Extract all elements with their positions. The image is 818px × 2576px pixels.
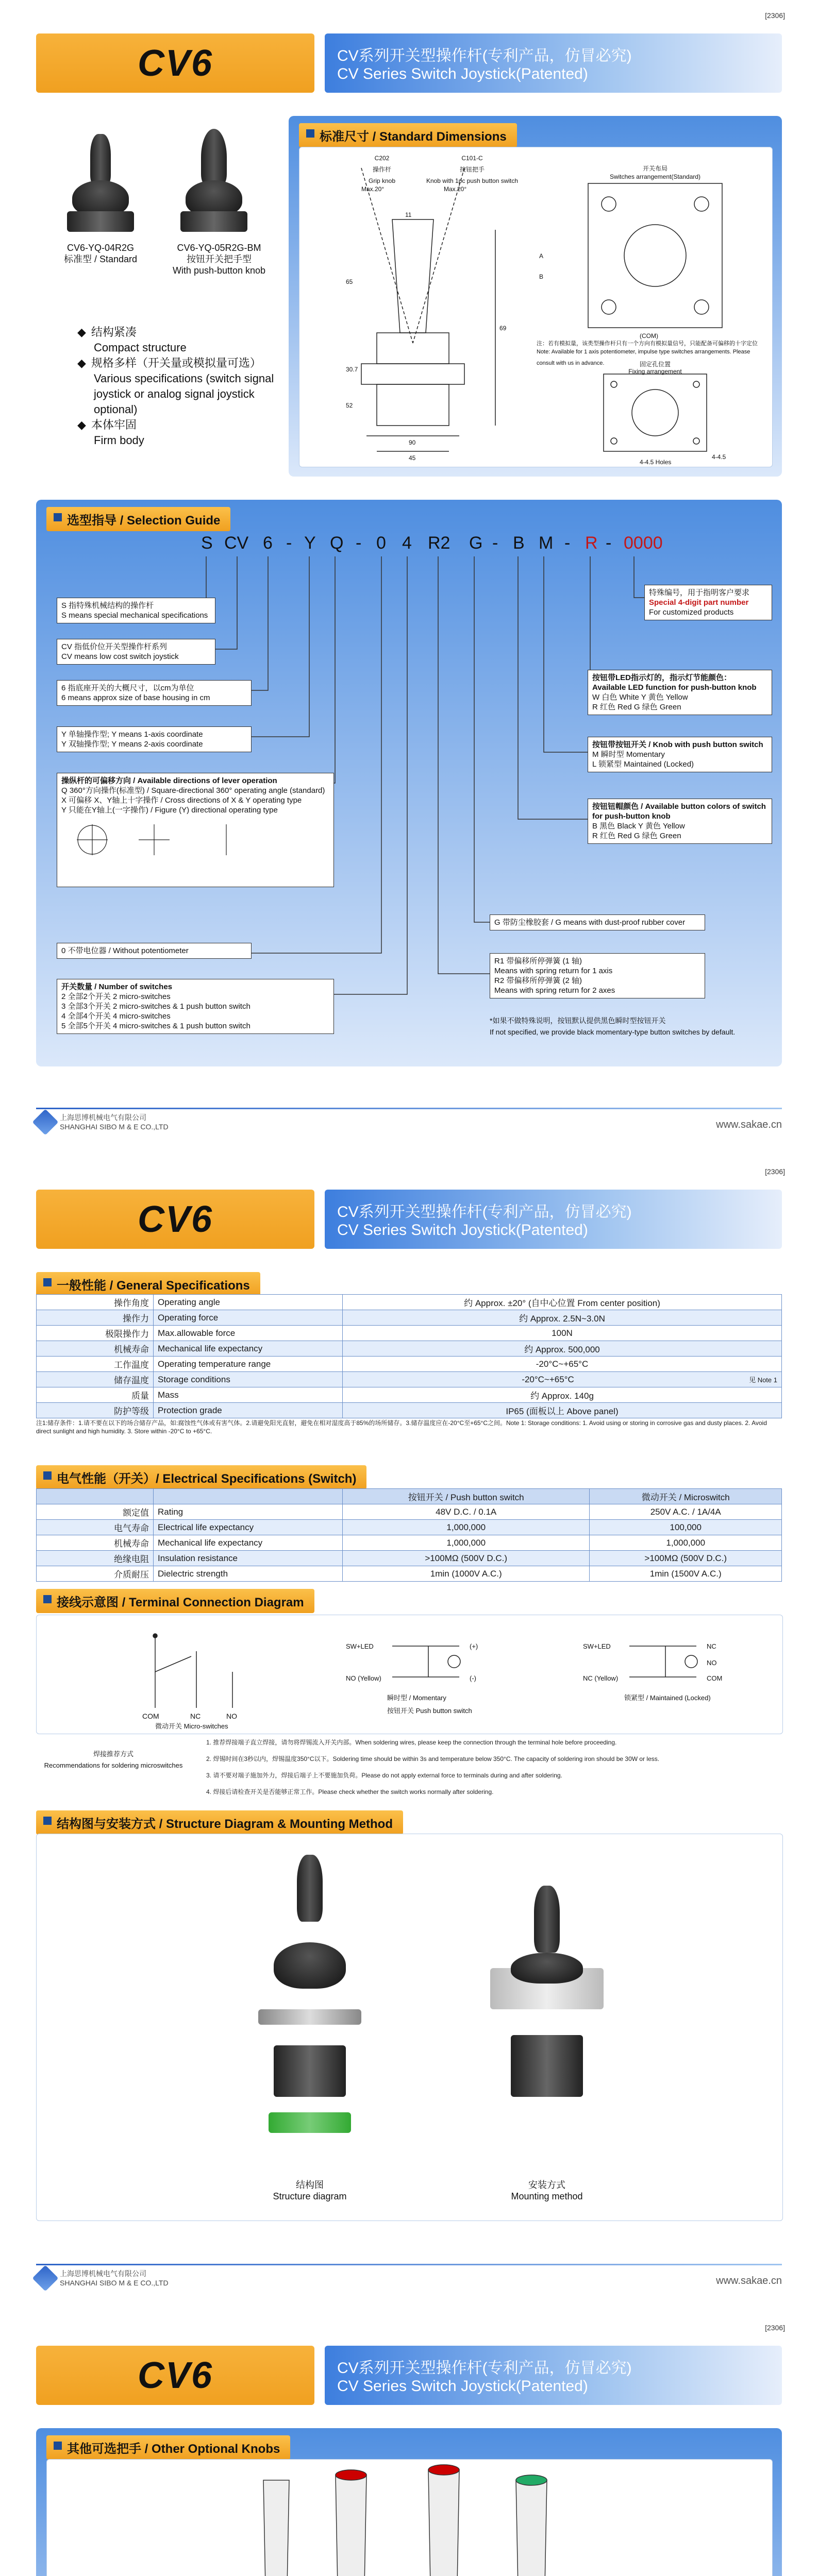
- label-45: 45: [409, 454, 416, 462]
- header: [36, 1184, 782, 1257]
- logo-text: CV6: [137, 42, 213, 84]
- footer-logo: [36, 1113, 169, 1131]
- company-logo-icon: [32, 1109, 59, 1136]
- dim-note-zh: 注：若有模拟量，该类型操作杆只有一个方向有模拟量信号，只能配备可偏移的十字定位: [537, 341, 758, 347]
- table-row: 机械寿命 Mechanical life expectancy 1,000,000 1,000,000: [37, 1535, 782, 1551]
- label-max20-1: Max.20°: [361, 185, 385, 193]
- boot-icon: [511, 1953, 583, 1984]
- table-row: 操作角度 Operating angle 约 Approx. ±20° (自中心位置 From center position): [37, 1295, 782, 1310]
- code-4: 4: [402, 533, 412, 553]
- feature-3-en: Firm body: [94, 434, 144, 447]
- term-sw-led-2: SW+LED: [583, 1642, 611, 1650]
- boot-icon: [274, 1942, 346, 1989]
- company-name-en: SHANGHAI SIBO M & E CO.,LTD: [60, 2279, 169, 2287]
- general-spec-title: 一般性能 / General Specifications: [36, 1272, 260, 1296]
- product-photos: [36, 118, 278, 304]
- desc-switches: 开关数量 / Number of switches 2 全部2个开关 2 micro-switches 3 全部3个开关 2 micro-switches & 1 push button switch 4 全部4个开关 4 micro-switches 5 全部5个开关 4 micro-switches & 1 push button switch: [57, 979, 334, 1034]
- title-zh: CV系列开关型操作杆(专利产品，仿冒必究): [337, 1204, 632, 1221]
- title-en: CV Series Switch Joystick(Patented): [337, 65, 588, 82]
- code-dash-3: -: [492, 533, 498, 553]
- terminal-diagram: [36, 1615, 783, 1734]
- label-c202: C202 操作杆 Grip knob: [368, 155, 396, 184]
- knobs-panel: [36, 2428, 782, 2576]
- label-switch-zh: 开关布局: [642, 165, 667, 172]
- model-logo: [36, 1190, 314, 1249]
- table-row: 介质耐压 Dielectric strength 1min (1000V A.C.) 1min (1500V A.C.): [37, 1566, 782, 1582]
- header: [36, 2341, 782, 2413]
- code-cv: CV: [224, 533, 249, 553]
- desc-m: 按钮带按钮开关 / Knob with push button switch M 瞬时型 Momentary L 锁紧型 Maintained (Locked): [588, 737, 772, 772]
- desc-0: 0 不带电位器 / Without potentiometer: [57, 943, 252, 959]
- structure-mounting: [490, 1865, 604, 2164]
- boot-outline: [377, 333, 449, 364]
- term-mom: 瞬时型 / Momentary: [387, 1694, 446, 1702]
- footer-logo: [36, 2269, 169, 2287]
- desc-6: 6 指底座开关的大概尺寸，以cm为单位 6 means approx size of base housing in cm: [57, 680, 252, 706]
- term-push: 按钮开关 Push button switch: [387, 1707, 472, 1715]
- code-m: M: [539, 533, 554, 553]
- feature-3-zh: ◆ 本体牢固: [77, 417, 283, 433]
- switch-center-circle: [624, 225, 686, 286]
- general-spec-table: [36, 1294, 782, 1418]
- label-com: (COM): [640, 332, 658, 340]
- structure-title: 结构图与安装方式 / Structure Diagram & Mounting Method: [36, 1810, 403, 1835]
- structure-caption: 结构图 Structure diagram: [273, 2180, 347, 2201]
- dimensions-title: 标准尺寸 / Standard Dimensions: [299, 123, 517, 147]
- switch-layout-outline: [588, 183, 722, 328]
- feature-2-en: Various specifications (switch signal joystick or analog signal joystick optional): [94, 372, 274, 416]
- knob-icon: [297, 1855, 323, 1922]
- page-code: [2306]: [765, 1167, 785, 1176]
- knob-icon: [90, 134, 111, 185]
- title-en: CV Series Switch Joystick(Patented): [337, 1222, 588, 1239]
- company-logo-icon: [32, 2265, 59, 2292]
- direction-diagrams: [61, 819, 278, 860]
- solder-note-4: 4. 焊接后请检查开关是否能够正常工作。Please check whether the switch works normally after soldering.: [206, 1788, 494, 1795]
- header: [36, 28, 782, 100]
- solder-note-2: 2. 焊锡时间在3秒以内，焊锡温度350°C以下。Soldering time should be within 3s and temperature below 350°C. The capacity of soldering iron should be 30W or less.: [206, 1755, 660, 1762]
- table-row: 防护等级 Protection grade IP65 (面板以上 Above panel): [37, 1403, 782, 1418]
- title-banner: [325, 33, 782, 93]
- table-row: 电气寿命 Electrical life expectancy 1,000,000 100,000: [37, 1520, 782, 1535]
- label-holes: 4-4.5 Holes: [640, 459, 672, 466]
- term-no: NO: [226, 1712, 237, 1720]
- term-com: COM: [142, 1712, 159, 1720]
- desc-s: S 指特殊机械结构的操作杆 S means special mechanical specifications: [57, 598, 215, 623]
- knobs-title: 其他可选把手 / Other Optional Knobs: [46, 2435, 290, 2460]
- desc-led: 按钮带LED指示灯的，指示灯节能颜色： Available LED function for push-button knob W 白色 White Y 黄色 Yellow R 红色 Red G 绿色 Green: [588, 670, 772, 715]
- company-name-zh: 上海思博机械电气有限公司: [60, 1113, 146, 1122]
- title-zh: CV系列开关型操作杆(专利产品，仿冒必究): [337, 47, 632, 64]
- page-code: [2306]: [765, 2324, 785, 2332]
- model-logo: [36, 33, 314, 93]
- feature-1-en: Compact structure: [94, 341, 187, 354]
- dimensions-drawing: [299, 147, 773, 467]
- solder-note-1: 1. 推荐焊接端子直立焊接，请勿将焊锡流入开关内部。When soldering wires, please keep the connection through the terminal hole before proceeding.: [206, 1739, 617, 1746]
- flange-icon: [258, 2009, 361, 2025]
- body-icon: [274, 2045, 346, 2097]
- product-push-button: [175, 129, 253, 237]
- solder-title: 焊接推荐方式 Recommendations for soldering microswitches: [44, 1750, 183, 1769]
- electrical-spec-table: [36, 1488, 782, 1582]
- selection-guide-body: [46, 531, 772, 1056]
- model-logo: [36, 2346, 314, 2405]
- switch-2: [694, 197, 709, 211]
- term-led-plus: (+): [470, 1642, 478, 1650]
- label-65: 65: [346, 278, 353, 285]
- code-0000: 0000: [624, 533, 663, 553]
- company-name-zh: 上海思博机械电气有限公司: [60, 2269, 146, 2278]
- label-fixing-zh: 固定孔位置: [639, 361, 671, 368]
- structure-panel: [36, 1834, 783, 2221]
- code-s: S: [201, 533, 213, 553]
- label-b: B: [539, 273, 544, 280]
- term-nc: NC: [190, 1712, 201, 1720]
- table-row: 极限操作力 Max.allowable force 100N: [37, 1326, 782, 1341]
- code-y: Y: [304, 533, 316, 553]
- switch-3: [602, 300, 616, 314]
- term-maint: 锁紧型 / Maintained (Locked): [624, 1694, 711, 1702]
- label-c101: C101-C 按钮把手 Knob with 1pc push button switch: [426, 155, 519, 184]
- product-caption-2: CV6-YQ-05R2G-BM 按钮开关把手型 With push-button knob: [172, 243, 266, 276]
- desc-y: Y 单轴操作型; Y means 1-axis coordinate Y 双轴操作型; Y means 2-axis coordinate: [57, 726, 252, 752]
- pcb-icon: [269, 2112, 351, 2133]
- switch-4: [694, 300, 709, 314]
- knob-icon: [534, 1886, 560, 1953]
- table-row: 机械寿命 Mechanical life expectancy 约 Approx. 500,000: [37, 1341, 782, 1357]
- terminal-title: 接线示意图 / Terminal Connection Diagram: [36, 1589, 314, 1613]
- label-fixing-en: Fixing arrangement: [628, 368, 682, 375]
- title-banner: [325, 2346, 782, 2405]
- desc-b: 按钮钮帽颜色 / Available button colors of switch for push-button knob B 黑色 Black Y 黄色 Yellow R 红色 Red G 绿色 Green: [588, 799, 772, 844]
- body-outline: [377, 384, 449, 426]
- term-sw-no: NO: [707, 1659, 717, 1667]
- footer: [36, 1108, 782, 1139]
- label-4-4-5: 4-4.5: [712, 453, 726, 461]
- page-code: [2306]: [765, 11, 785, 20]
- label-11: 11: [405, 211, 412, 218]
- solder-section: [36, 1738, 782, 1805]
- dimension-drawing-svg: [299, 147, 772, 467]
- code-r2: R2: [428, 533, 450, 553]
- desc-r2: R1 带偏移所停弹簧 (1 轴) Means with spring return for 1 axis R2 带偏移所停弹簧 (2 轴) Means with spring return for 2 axes: [490, 953, 705, 998]
- feature-1-zh: ◆ 结构紧凑: [77, 325, 283, 340]
- code-q: Q: [330, 533, 344, 553]
- table-row: 工作温度 Operating temperature range -20°C~+65°C: [37, 1357, 782, 1372]
- title-banner: [325, 1190, 782, 1249]
- table-row: 质量 Mass 约 Approx. 140g: [37, 1387, 782, 1403]
- code-r: R: [585, 533, 598, 553]
- feature-list: [77, 325, 283, 448]
- code-g: G: [469, 533, 483, 553]
- label-90: 90: [409, 439, 416, 446]
- title-zh: CV系列开关型操作杆(专利产品，仿冒必究): [337, 2360, 632, 2377]
- guide-footnote: *如果不做特殊说明，按钮默认提供黑色瞬时型按钮开关 If not specified, we provide black momentary-type button switches by default.: [490, 1016, 736, 1036]
- table-row: 额定值 Rating 48V D.C. / 0.1A 250V A.C. / 1A/4A: [37, 1504, 782, 1520]
- knob-icon: [201, 129, 227, 185]
- base-icon: [180, 211, 247, 232]
- term-nc-label: NC (Yellow): [583, 1674, 619, 1682]
- body-icon: [511, 2035, 583, 2097]
- company-name-en: SHANGHAI SIBO M & E CO.,LTD: [60, 1123, 169, 1131]
- electrical-spec-title: 电气性能（开关）/ Electrical Specifications (Switch): [36, 1465, 366, 1489]
- selection-guide-title: 选型指导 / Selection Guide: [46, 507, 230, 531]
- page-3: [0, 2312, 818, 2576]
- grip-knob-outline: [392, 219, 433, 333]
- term-sw-com: COM: [707, 1674, 723, 1682]
- label-69: 69: [499, 325, 507, 332]
- code-6: 6: [263, 533, 273, 553]
- desc-q: 操纵杆的可偏移方向 / Available directions of lever operation Q 360°方向操作(标准型) / Square-directional 360° operating angle (standard) X 可偏移 X、Y轴上十字操作 / Cross directions of X & Y operating type Y 只能在Y轴上(一字操作) / Figure (Y) directional operating type: [57, 773, 334, 887]
- page-2: [0, 1156, 818, 2312]
- structure-exploded: [253, 1855, 366, 2164]
- table-row: 储存温度 Storage conditions -20°C~+65°C 见 Note 1: [37, 1372, 782, 1387]
- term-sw-led-1: SW+LED: [346, 1642, 374, 1650]
- code-dash-4: -: [564, 533, 571, 553]
- code-dash-2: -: [356, 533, 362, 553]
- label-switch-en: Switches arrangement(Standard): [609, 173, 701, 180]
- code-b: B: [513, 533, 525, 553]
- table-row: 操作力 Operating force 约 Approx. 2.5N~3.0N: [37, 1310, 782, 1326]
- term-micro: 微动开关 Micro-switches: [155, 1722, 228, 1730]
- flange-outline: [361, 364, 464, 384]
- website-link[interactable]: www.sakae.cn: [716, 1119, 782, 1130]
- logo-text: CV6: [137, 1198, 213, 1240]
- label-52: 52: [346, 402, 353, 409]
- feature-2-zh: ◆ 规格多样（开关量或模拟量可选）: [77, 355, 283, 371]
- fixing-outline: [604, 374, 707, 451]
- knobs-svg: [47, 2460, 772, 2576]
- general-note: 注1:储存条件：1.请不要在以下的场合储存产品，如:腐蚀性气体或有害气体。2.请避免阳光直射，避免在相对湿度高于85%的场所储存。3.储存温度应在-20°C至+65°C之间。Note 1: Storage conditions: 1. Avoid using or storing in corrosive gas and dusty places. 2. Avoid direct sunlight and high humidity. 3. Store within -20°C to +65°C.: [36, 1419, 767, 1435]
- desc-g: G 带防尘橡胶套 / G means with dust-proof rubber cover: [490, 914, 705, 930]
- footer-line: [36, 1108, 782, 1109]
- switch-1: [602, 197, 616, 211]
- website-link[interactable]: www.sakae.cn: [716, 2275, 782, 2286]
- base-icon: [67, 211, 134, 232]
- logo-text: CV6: [137, 2354, 213, 2396]
- label-a: A: [539, 252, 544, 260]
- title-en: CV Series Switch Joystick(Patented): [337, 2378, 588, 2395]
- dim-note-en: Note: Available for 1 axis potentiometer, impulse type switches arrangements. Please consult with us in advance.: [537, 349, 750, 366]
- code-dash-1: -: [286, 533, 292, 553]
- term-sw-nc: NC: [707, 1642, 716, 1650]
- code-0: 0: [376, 533, 386, 553]
- dimensions-panel: [289, 116, 782, 477]
- term-led-minus: (-): [470, 1674, 476, 1682]
- table-header-row: 按钮开关 / Push button switch 微动开关 / Microswitch: [37, 1489, 782, 1504]
- knobs-drawing: [46, 2459, 773, 2576]
- footer-line: [36, 2264, 782, 2265]
- page-1: [0, 0, 818, 1156]
- solder-note-3: 3. 请不要对端子施加外力，焊接后端子上不要施加负荷。Please do not apply external force to terminals during and after soldering.: [206, 1772, 562, 1779]
- product-standard: [62, 134, 139, 237]
- code-dash-5: -: [606, 533, 612, 553]
- table-row: 绝缘电阻 Insulation resistance >100MΩ (500V D.C.) >100MΩ (500V D.C.): [37, 1551, 782, 1566]
- label-30-7: 30.7: [346, 366, 358, 373]
- desc-cv: CV 指低价位开关型操作杆系列 CV means low cost switch joystick: [57, 639, 215, 665]
- desc-0000: 特殊编号，用于指明客户要求 Special 4-digit part number For customized products: [644, 585, 772, 620]
- product-caption-1: CV6-YQ-04R2G 标准型 / Standard: [63, 243, 138, 264]
- term-no-label: NO (Yellow): [346, 1674, 381, 1682]
- mounting-caption: 安装方式 Mounting method: [511, 2180, 583, 2201]
- selection-guide-panel: [36, 500, 782, 1066]
- label-max20-2: Max.20°: [444, 185, 467, 193]
- footer: [36, 2264, 782, 2295]
- fixing-center: [632, 389, 678, 436]
